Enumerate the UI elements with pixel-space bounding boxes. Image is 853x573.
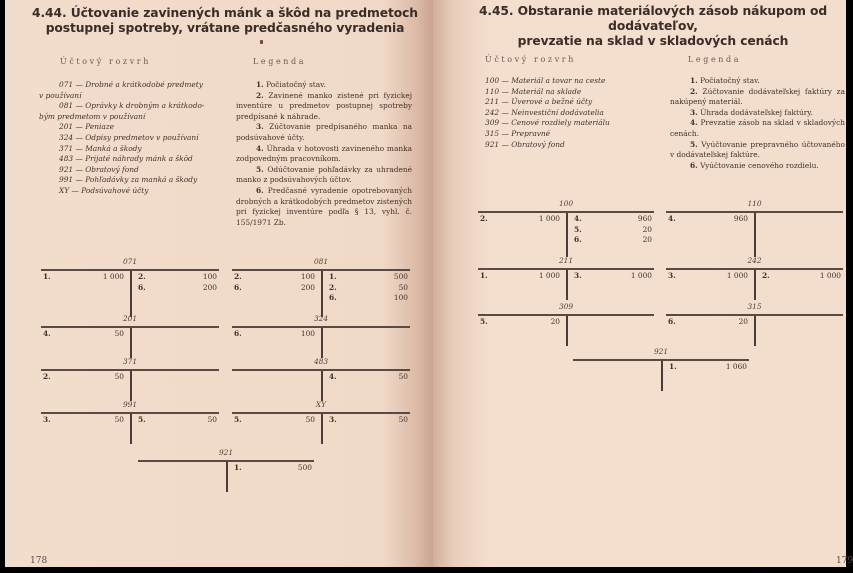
credit-entry <box>572 214 654 224</box>
legend-item-number: 2. <box>256 90 264 100</box>
debit-entry <box>666 271 750 281</box>
account-entry: 071 — Drobné a krátkodobé predmety <box>59 80 203 89</box>
left-title-line-2: postupnej spotreby, vrátane predčasného vyradenia <box>45 21 405 35</box>
t-account-315 <box>666 302 843 346</box>
right-page <box>433 0 853 567</box>
left-accounts-list <box>39 80 221 197</box>
account-entry: v používaní <box>39 90 82 100</box>
entry-amount: 50 <box>207 415 217 424</box>
right-page-number: 179 <box>836 556 853 566</box>
debit-entry <box>478 214 562 224</box>
entry-amount: 1 000 <box>102 272 124 281</box>
legend-item-number: 6. <box>256 185 264 195</box>
legend-item <box>236 165 412 186</box>
entry-amount: 50 <box>398 372 408 381</box>
t-account-100 <box>478 199 654 257</box>
legend-item <box>670 76 845 87</box>
debit-entry <box>41 272 126 282</box>
entry-number: 1. <box>329 272 337 281</box>
t-account-name: 371 <box>122 357 138 366</box>
entry-number: 6. <box>668 317 676 326</box>
entry-amount: 50 <box>114 372 124 381</box>
account-entry: 211 — Úverové a bežné účty <box>485 97 593 107</box>
entry-amount: 20 <box>550 317 560 326</box>
legend-item-number: 5. <box>690 139 698 149</box>
t-account-324 <box>232 314 410 358</box>
right-accounts-heading: Účtový rozvrh <box>485 55 576 64</box>
t-account-name: 110 <box>747 199 762 208</box>
entry-number: 3. <box>668 271 676 280</box>
t-account-081 <box>232 257 410 317</box>
account-entry: 081 — Oprávky k drobným a krátkodo- <box>59 101 205 111</box>
entry-amount: 100 <box>300 329 315 338</box>
right-accounts-list <box>485 76 655 150</box>
legend-item-number: 1. <box>690 76 698 85</box>
legend-item-text: Zúčtovanie predpísaného manka na podsúvahové účty. <box>236 122 412 142</box>
legend-item-text: Vyúčtovanie cenového rozdielu. <box>697 160 819 170</box>
t-account-name: 921 <box>218 448 234 457</box>
entry-number: 3. <box>329 415 337 424</box>
legend-item-text: Úhrada v hotovosti zavineného manka zodpovedným pracovníkom. <box>236 143 412 164</box>
entry-amount: 50 <box>305 415 315 424</box>
legend-item-text: Prevzatie zásob na sklad v skladových cenách. <box>670 118 845 138</box>
entry-amount: 1 000 <box>538 271 560 280</box>
entry-number: 4. <box>668 214 676 223</box>
legend-item-number: 3. <box>256 122 264 132</box>
t-account-921 <box>138 448 314 492</box>
account-entry: 324 — Odpisy predmetov v používaní <box>59 132 199 142</box>
left-legend-heading: Legenda <box>253 57 307 66</box>
account-entry: bým predmetom v používaní <box>39 111 146 121</box>
entry-number: 2. <box>43 372 51 381</box>
t-account-name: 483 <box>313 357 329 366</box>
entry-number: 2. <box>138 272 146 281</box>
legend-item <box>670 87 845 108</box>
t-account-divider <box>226 462 228 492</box>
left-title-line-1: 4.44. Účtovanie zavinených mánk a škôd na predmetoch <box>32 6 418 20</box>
entry-number: 4. <box>43 329 51 338</box>
left-accounts-heading: Účtový rozvrh <box>60 57 151 66</box>
t-account-divider <box>566 270 568 300</box>
book-spread <box>5 0 853 567</box>
legend-item <box>670 140 845 161</box>
t-account-divider <box>566 213 568 257</box>
t-account-371 <box>41 357 219 401</box>
legend-item <box>236 80 412 91</box>
entry-amount: 500 <box>393 272 408 281</box>
t-account-name: XY <box>315 400 327 409</box>
t-account-name: 100 <box>558 199 574 208</box>
entry-amount: 1 000 <box>726 271 748 280</box>
account-entry: 100 — Materiál a tovar na ceste <box>485 76 606 85</box>
entry-amount: 50 <box>114 329 124 338</box>
debit-entry <box>232 272 317 282</box>
credit-entry <box>136 415 219 425</box>
t-account-921 <box>573 347 749 391</box>
entry-number: 6. <box>574 235 582 244</box>
entry-amount: 200 <box>300 282 315 292</box>
entry-number: 3. <box>574 271 582 280</box>
legend-item-text: Úhrada dodávateľskej faktúry. <box>697 107 813 117</box>
t-account-divider <box>130 328 132 358</box>
legend-item-text: Predčasné vyradenie opotrebovaných drobných a krátkodobých predmetov zistených pri fyzickej inventúre podľa § 13, vyhl. č. 155/1971 Zb. <box>236 185 412 227</box>
account-entry: 242 — Neinvestiční dodávatelia <box>485 107 604 117</box>
debit-entry <box>478 271 562 281</box>
account-entry: 921 — Obratový fond <box>485 139 565 149</box>
legend-item <box>236 186 412 228</box>
left-page-number: 178 <box>30 556 48 566</box>
t-account-991 <box>41 400 219 444</box>
t-account-071 <box>41 257 219 317</box>
debit-entry <box>232 415 317 425</box>
debit-entry <box>666 214 750 224</box>
right-title-line-1: 4.45. Obstaranie materiálových zásob nákupom od dodávateľov, <box>478 4 828 33</box>
ink-smudge <box>260 40 263 44</box>
entry-number: 5. <box>138 415 146 424</box>
t-account-divider <box>754 270 756 300</box>
legend-item <box>236 91 412 123</box>
legend-item-number: 3. <box>690 107 698 117</box>
entry-amount: 1 000 <box>538 214 560 223</box>
debit-entry <box>232 329 317 339</box>
credit-entry <box>327 293 410 303</box>
legend-item-text: Počiatočný stav. <box>263 80 326 89</box>
right-page-title <box>453 4 853 49</box>
credit-entry <box>327 372 410 382</box>
entry-number: 2. <box>234 272 242 281</box>
credit-entry <box>667 362 749 372</box>
entry-number: 6. <box>329 293 337 302</box>
entry-number: 3. <box>43 415 51 424</box>
t-account-name: 211 <box>558 256 574 265</box>
debit-entry <box>41 415 126 425</box>
legend-item-number: 1. <box>256 80 264 89</box>
entry-amount: 100 <box>202 272 217 281</box>
entry-number: 5. <box>574 224 582 234</box>
legend-item <box>670 161 845 172</box>
legend-item-number: 6. <box>690 160 698 170</box>
entry-amount: 1 000 <box>819 271 841 280</box>
t-account-divider <box>566 316 568 346</box>
t-account-483 <box>232 357 410 401</box>
left-legend-list <box>236 80 412 228</box>
t-account-309 <box>478 302 654 346</box>
account-entry: 201 — Peniaze <box>59 122 115 132</box>
entry-number: 5. <box>234 415 242 424</box>
entry-number: 4. <box>329 372 337 381</box>
t-account-name: 324 <box>313 314 329 323</box>
account-entry: 921 — Obratový fond <box>59 164 139 174</box>
credit-entry <box>572 225 654 235</box>
t-account-divider <box>754 316 756 346</box>
entry-number: 6. <box>138 282 146 292</box>
t-account-divider <box>321 371 323 401</box>
legend-item-number: 4. <box>256 143 264 153</box>
t-account-divider <box>321 414 323 444</box>
legend-item-text: Zavinené manko zistené pri fyzickej inventúre u predmetov postupnej spotreby predpísané k náhrade. <box>236 90 412 121</box>
t-account-divider <box>130 271 132 317</box>
account-entry: 309 — Cenové rozdiely materiálu <box>485 118 610 128</box>
t-account-name: 242 <box>747 256 762 265</box>
t-account-divider <box>321 271 323 317</box>
entry-amount: 20 <box>738 317 748 326</box>
right-legend-heading: Legenda <box>688 55 742 64</box>
debit-entry <box>232 283 317 293</box>
entry-amount: 50 <box>398 415 408 424</box>
t-account-211 <box>478 256 654 300</box>
debit-entry <box>478 317 562 327</box>
left-page-title <box>25 6 425 36</box>
entry-number: 2. <box>480 214 488 223</box>
legend-item <box>670 108 845 119</box>
entry-number: 1. <box>234 463 242 472</box>
entry-number: 2. <box>329 282 337 292</box>
credit-entry <box>136 272 219 282</box>
account-entry: 991 — Pohľadávky za manká a škody <box>59 175 198 185</box>
entry-amount: 200 <box>202 282 217 292</box>
credit-entry <box>327 415 410 425</box>
right-title-line-2: prevzatie na sklad v skladových cenách <box>517 34 789 48</box>
t-account-divider <box>754 213 756 257</box>
t-account-name: 071 <box>122 257 138 266</box>
entry-amount: 100 <box>300 272 315 281</box>
legend-item-text: Odúčtovanie pohľadávky za uhradené manko z podsúvahových účtov. <box>236 164 412 185</box>
legend-item <box>670 118 845 139</box>
account-entry: 315 — Prepravné <box>485 128 551 138</box>
debit-entry <box>41 329 126 339</box>
entry-amount: 20 <box>642 235 652 244</box>
legend-item-text: Počiatočný stav. <box>697 76 760 85</box>
left-page <box>5 0 433 567</box>
account-entry: 483 — Prijaté náhrady mánk a škôd <box>59 154 193 164</box>
t-account-name: 309 <box>558 302 574 311</box>
account-entry: XY — Podsúvahové účty <box>59 185 149 195</box>
t-account-divider <box>661 361 663 391</box>
t-account-name: 921 <box>653 347 669 356</box>
t-account-divider <box>130 414 132 444</box>
account-entry: 110 — Materiál na sklade <box>485 86 582 96</box>
entry-number: 5. <box>480 317 488 326</box>
right-legend-list <box>670 76 845 171</box>
t-account-name: 201 <box>122 314 138 323</box>
t-account-divider <box>321 328 323 358</box>
entry-amount: 960 <box>733 214 748 223</box>
credit-entry <box>327 283 410 293</box>
entry-number: 6. <box>234 282 242 292</box>
entry-amount: 500 <box>297 463 312 472</box>
entry-amount: 20 <box>642 224 652 234</box>
credit-entry <box>327 272 410 282</box>
entry-number: 1. <box>43 272 51 281</box>
credit-entry <box>572 271 654 281</box>
legend-item-text: Zúčtovanie dodávateľskej faktúry za nakúpený materiál. <box>670 86 845 107</box>
entry-number: 6. <box>234 329 242 338</box>
credit-entry <box>136 283 219 293</box>
entry-amount: 50 <box>398 282 408 292</box>
entry-number: 1. <box>480 271 488 280</box>
legend-item-text: Vyúčtovanie prepravného účtovaného v dodávateľskej faktúre. <box>670 139 845 160</box>
entry-number: 4. <box>574 214 582 223</box>
entry-number: 1. <box>669 362 677 371</box>
debit-entry <box>666 317 750 327</box>
legend-item-number: 4. <box>690 118 698 128</box>
t-account-242 <box>666 256 843 300</box>
t-account-xy <box>232 400 410 444</box>
legend-item-number: 5. <box>256 164 264 174</box>
entry-amount: 100 <box>393 293 408 302</box>
legend-item <box>236 122 412 143</box>
t-account-divider <box>130 371 132 401</box>
t-account-name: 081 <box>313 257 329 266</box>
legend-item <box>236 144 412 165</box>
t-account-name: 315 <box>747 302 762 311</box>
entry-amount: 50 <box>114 415 124 424</box>
credit-entry <box>572 235 654 245</box>
account-entry: 371 — Manká a škody <box>59 143 142 153</box>
credit-entry <box>760 271 843 281</box>
entry-amount: 1 000 <box>630 271 652 280</box>
t-account-name: 991 <box>122 400 138 409</box>
t-account-110 <box>666 199 843 257</box>
debit-entry <box>41 372 126 382</box>
legend-item-number: 2. <box>690 86 698 96</box>
entry-amount: 960 <box>637 214 652 223</box>
entry-amount: 1 060 <box>725 362 747 371</box>
t-account-201 <box>41 314 219 358</box>
entry-number: 2. <box>762 271 770 280</box>
credit-entry <box>232 463 314 473</box>
